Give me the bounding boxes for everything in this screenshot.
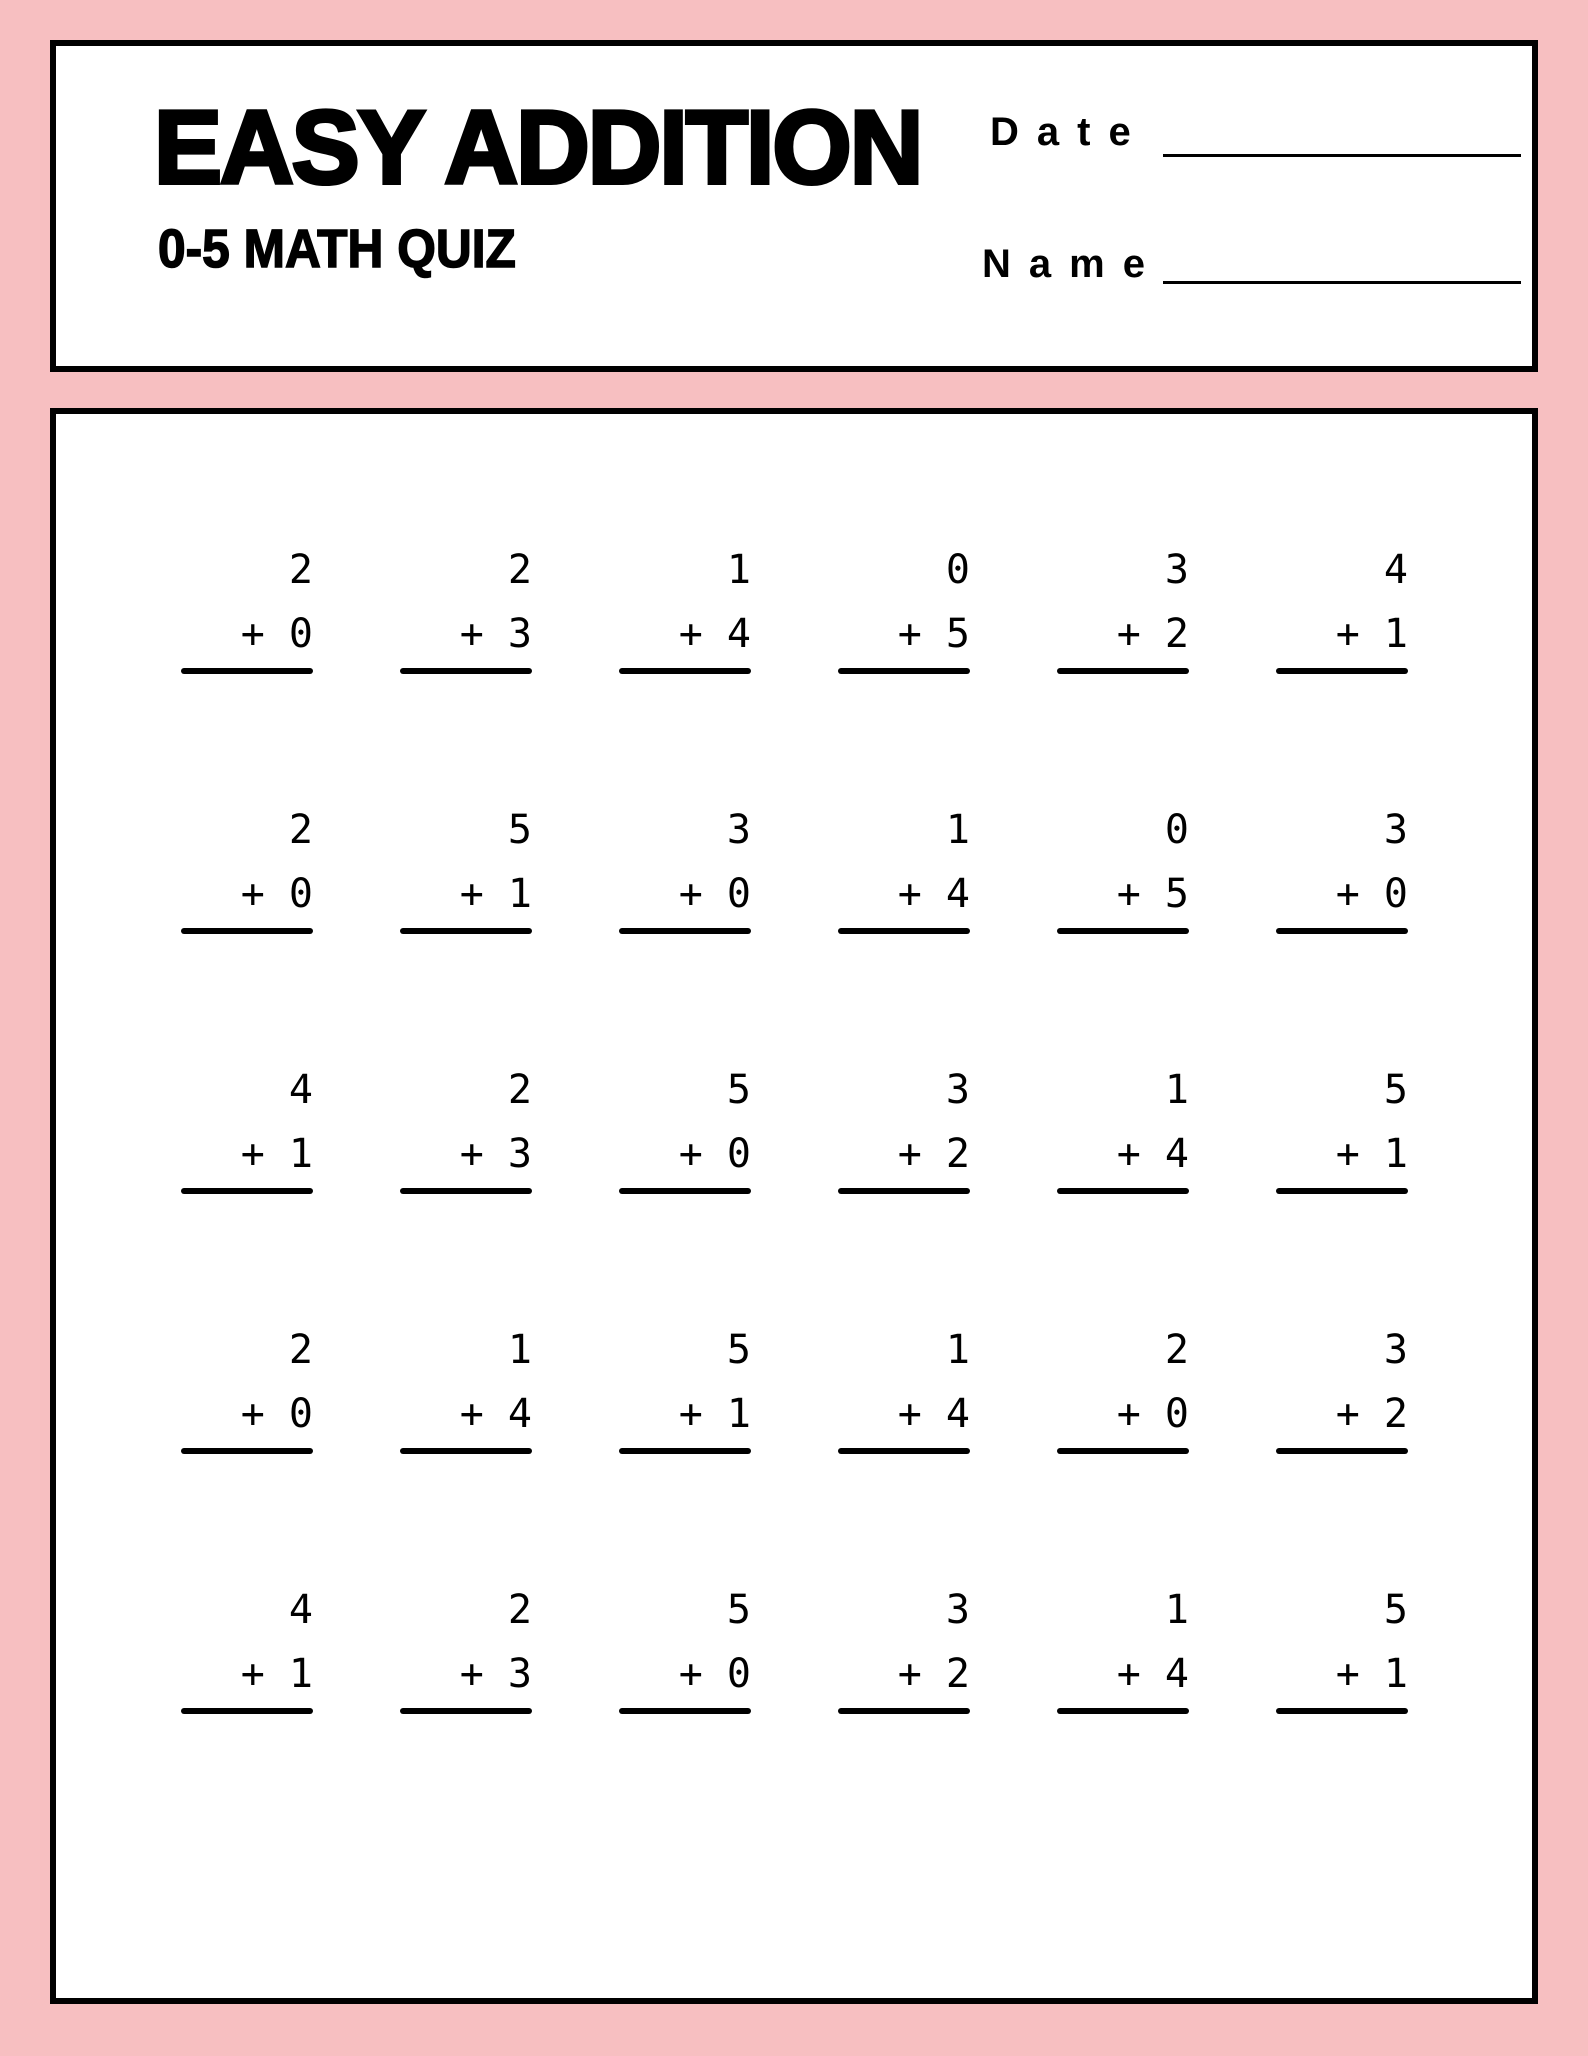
addend-bottom: + 0	[678, 1131, 751, 1177]
addition-problem	[619, 1327, 751, 1440]
addend-bottom: + 1	[678, 1391, 751, 1437]
addend-top: 2	[507, 547, 532, 593]
answer-line	[1057, 668, 1189, 674]
answer-line	[619, 1188, 751, 1194]
addition-problem	[181, 807, 313, 920]
addition-problem	[619, 807, 751, 920]
answer-line	[400, 1448, 532, 1454]
addend-top: 1	[945, 807, 970, 853]
answer-line	[181, 1188, 313, 1194]
addend-top: 3	[1164, 547, 1189, 593]
addend-top: 5	[1383, 1587, 1408, 1633]
addition-problem	[400, 547, 532, 660]
addition-problem	[838, 1067, 970, 1180]
addition-problem	[619, 547, 751, 660]
answer-line	[181, 1708, 313, 1714]
answer-line	[1057, 928, 1189, 934]
addition-problem	[400, 1067, 532, 1180]
addend-bottom: + 3	[459, 1651, 532, 1697]
addend-bottom: + 4	[678, 611, 751, 657]
answer-line	[838, 1708, 970, 1714]
addend-top: 3	[1383, 1327, 1408, 1373]
answer-line	[619, 668, 751, 674]
answer-line	[1276, 1448, 1408, 1454]
addend-top: 1	[726, 547, 751, 593]
answer-line	[619, 1448, 751, 1454]
addend-top: 3	[726, 807, 751, 853]
answer-line	[400, 1708, 532, 1714]
addend-top: 5	[726, 1587, 751, 1633]
addend-bottom: + 1	[1335, 1651, 1408, 1697]
addend-top: 4	[288, 1587, 313, 1633]
page-title: EASY ADDITION	[154, 90, 922, 206]
addend-top: 5	[507, 807, 532, 853]
addition-problem	[400, 1327, 532, 1440]
addition-problem	[838, 807, 970, 920]
addend-top: 2	[507, 1587, 532, 1633]
answer-line	[619, 1708, 751, 1714]
page-subtitle: 0-5 MATH QUIZ	[158, 219, 516, 279]
addend-top: 3	[945, 1587, 970, 1633]
addition-problem	[1057, 1587, 1189, 1700]
addend-bottom: + 1	[1335, 611, 1408, 657]
answer-line	[1276, 668, 1408, 674]
answer-line	[838, 1188, 970, 1194]
addend-bottom: + 5	[897, 611, 970, 657]
addition-problem	[1276, 547, 1408, 660]
addend-bottom: + 4	[1116, 1131, 1189, 1177]
addend-bottom: + 4	[459, 1391, 532, 1437]
addition-problem	[1276, 807, 1408, 920]
answer-line	[838, 928, 970, 934]
addend-top: 1	[1164, 1067, 1189, 1113]
answer-line	[400, 668, 532, 674]
addition-problem	[1057, 807, 1189, 920]
addend-bottom: + 3	[459, 611, 532, 657]
addend-bottom: + 2	[897, 1651, 970, 1697]
addend-top: 1	[507, 1327, 532, 1373]
answer-line	[1057, 1448, 1189, 1454]
addition-problem	[1057, 1327, 1189, 1440]
answer-line	[1057, 1708, 1189, 1714]
addend-top: 3	[945, 1067, 970, 1113]
answer-line	[1276, 1188, 1408, 1194]
addend-bottom: + 1	[240, 1651, 313, 1697]
date-field[interactable]	[1163, 154, 1521, 157]
addend-bottom: + 0	[1335, 871, 1408, 917]
addition-problem	[181, 547, 313, 660]
addition-problem	[619, 1587, 751, 1700]
addition-problem	[181, 1327, 313, 1440]
addition-problem	[181, 1587, 313, 1700]
addend-top: 2	[288, 807, 313, 853]
addend-top: 2	[1164, 1327, 1189, 1373]
addend-bottom: + 4	[897, 1391, 970, 1437]
addend-top: 5	[726, 1327, 751, 1373]
addition-problem	[1276, 1327, 1408, 1440]
addend-bottom: + 4	[897, 871, 970, 917]
addition-problem	[1276, 1587, 1408, 1700]
name-field[interactable]	[1163, 281, 1521, 284]
addition-problem	[619, 1067, 751, 1180]
addend-bottom: + 4	[1116, 1651, 1189, 1697]
addend-top: 1	[1164, 1587, 1189, 1633]
addend-top: 1	[945, 1327, 970, 1373]
answer-line	[400, 1188, 532, 1194]
answer-line	[181, 928, 313, 934]
date-label: Date	[990, 110, 1149, 154]
addend-top: 4	[288, 1067, 313, 1113]
addend-top: 5	[1383, 1067, 1408, 1113]
answer-line	[838, 668, 970, 674]
addition-problem	[838, 547, 970, 660]
addend-top: 5	[726, 1067, 751, 1113]
answer-line	[181, 668, 313, 674]
addend-top: 0	[945, 547, 970, 593]
addition-problem	[1057, 1067, 1189, 1180]
addend-top: 0	[1164, 807, 1189, 853]
answer-line	[1057, 1188, 1189, 1194]
answer-line	[181, 1448, 313, 1454]
addend-bottom: + 2	[1335, 1391, 1408, 1437]
addend-bottom: + 1	[459, 871, 532, 917]
addend-bottom: + 0	[240, 1391, 313, 1437]
addend-bottom: + 0	[678, 871, 751, 917]
addend-bottom: + 5	[1116, 871, 1189, 917]
answer-line	[619, 928, 751, 934]
addend-bottom: + 2	[897, 1131, 970, 1177]
addend-bottom: + 0	[240, 871, 313, 917]
addend-top: 2	[507, 1067, 532, 1113]
addend-bottom: + 3	[459, 1131, 532, 1177]
answer-line	[400, 928, 532, 934]
addend-top: 3	[1383, 807, 1408, 853]
answer-line	[1276, 1708, 1408, 1714]
addend-top: 2	[288, 1327, 313, 1373]
addend-bottom: + 1	[240, 1131, 313, 1177]
addition-problem	[838, 1587, 970, 1700]
addition-problem	[1276, 1067, 1408, 1180]
addend-bottom: + 1	[1335, 1131, 1408, 1177]
addend-top: 4	[1383, 547, 1408, 593]
answer-line	[1276, 928, 1408, 934]
addend-bottom: + 0	[240, 611, 313, 657]
name-label: Name	[982, 242, 1163, 286]
addend-top: 2	[288, 547, 313, 593]
addition-problem	[181, 1067, 313, 1180]
answer-line	[838, 1448, 970, 1454]
addition-problem	[400, 807, 532, 920]
addend-bottom: + 0	[678, 1651, 751, 1697]
addition-problem	[1057, 547, 1189, 660]
addend-bottom: + 0	[1116, 1391, 1189, 1437]
addition-problem	[838, 1327, 970, 1440]
addend-bottom: + 2	[1116, 611, 1189, 657]
addition-problem	[400, 1587, 532, 1700]
